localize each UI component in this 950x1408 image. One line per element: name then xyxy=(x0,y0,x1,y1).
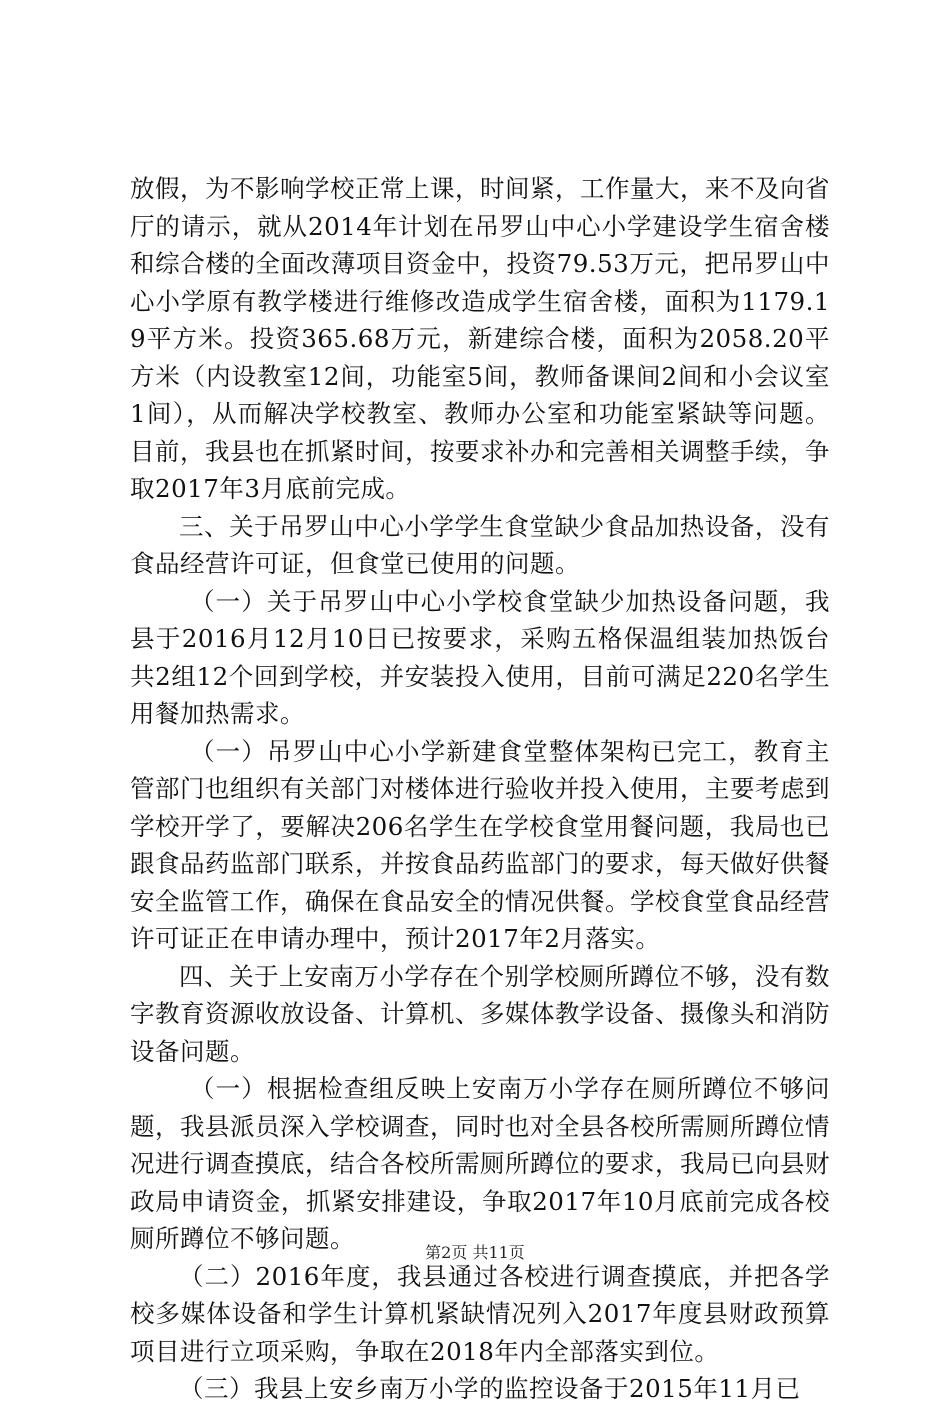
document-body xyxy=(130,170,830,1408)
paragraph-heating-equipment: （一）关于吊罗山中心小学校食堂缺少加热设备问题，我县于2016月12月10日已按要求，采购五格保温组装加热饭台共2组12个回到学校，并安装投入使用，目前可满足220名学生用餐加热需求。 xyxy=(130,586,830,728)
paragraph-section-three-heading: 三、关于吊罗山中心小学学生食堂缺少食品加热设备，没有食品经营许可证，但食堂已使用的问题。 xyxy=(130,511,830,578)
paragraph-continuation: 放假，为不影响学校正常上课，时间紧，工作量大，来不及向省厅的请示，就从2014年计划在吊罗山中心小学建设学生宿舍楼和综合楼的全面改薄项目资金中，投资79.53万元，把吊罗山中心小学原有教学楼进行维修改造成学生宿舍楼，面积为1179.19平方米。投资365.68万元，新建综合楼，面积为2058.20平方米（内设教室12间，功能室5间，教师备课间2间和小会议室1间），从而解决学校教室、教师办公室和功能室紧缺等问题。目前，我县也在抓紧时间，按要求补办和完善相关调整手续，争取2017年3月底前完成。 xyxy=(130,174,830,503)
paragraph-toilet-issue: （一）根据检查组反映上安南万小学存在厕所蹲位不够问题，我县派员深入学校调查，同时也对全县各校所需厕所蹲位情况进行调查摸底，结合各校所需厕所蹲位的要求，我局已向县财政局申请资金，抓紧安排建设，争取2017年10月底前完成各校厕所蹲位不够问题。 xyxy=(130,1074,830,1253)
paragraph-new-canteen: （一）吊罗山中心小学新建食堂整体架构已完工，教育主管部门也组织有关部门对楼体进行验收并投入使用，主要考虑到学校开学了，要解决206名学生在学校食堂用餐问题，我局也已跟食品药监部门联系，并按食品药监部门的要求，每天做好供餐安全监管工作，确保在食品安全的情况供餐。学校食堂食品经营许可证正在申请办理中，预计2017年2月落实。 xyxy=(130,736,830,953)
page-number-footer: 第2页 共11页 xyxy=(425,1243,525,1262)
paragraph-multimedia-equipment: （二）2016年度，我县通过各校进行调查摸底，并把各学校多媒体设备和学生计算机紧缺情况列入2017年度县财政预算项目进行立项采购，争取在2018年内全部落实到位。 xyxy=(130,1261,830,1366)
paragraph-monitoring-equipment: （三）我县上安乡南万小学的监控设备于2015年11月已 xyxy=(179,1374,801,1403)
paragraph-section-four-heading: 四、关于上安南万小学存在个别学校厕所蹲位不够，没有数字教育资源收放设备、计算机、多媒体教学设备、摄像头和消防设备问题。 xyxy=(130,961,830,1066)
